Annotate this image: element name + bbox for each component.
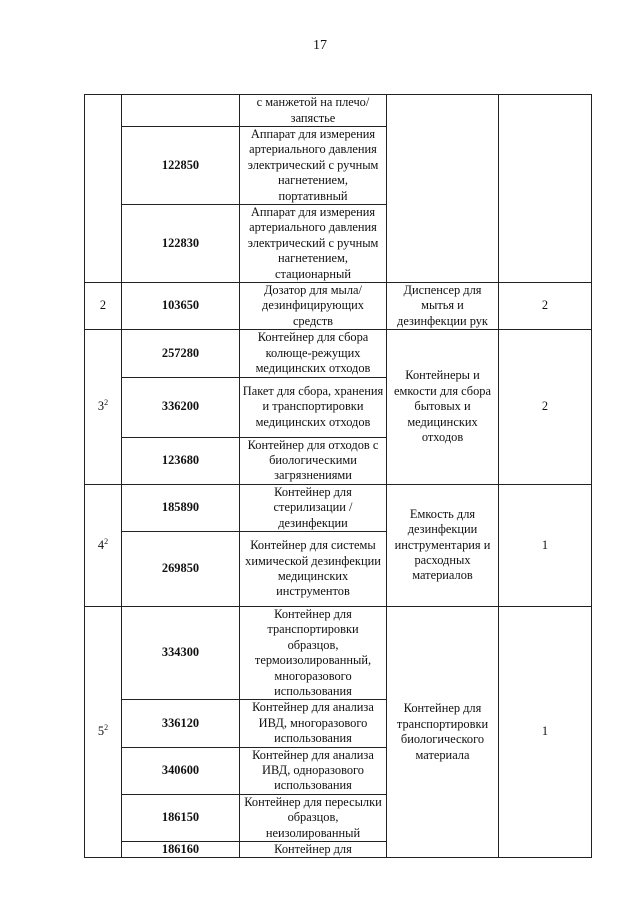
code-cell: 334300 (122, 606, 240, 699)
code-cell: 336120 (122, 700, 240, 747)
description-cell: Контейнеры и емкости для сбора бытовых и медицинских отходов (387, 330, 499, 484)
description-cell: Диспенсер для мытья и дезинфекции рук (387, 283, 499, 330)
quantity-cell: 2 (499, 283, 592, 330)
page-number: 17 (313, 38, 327, 53)
quantity-cell (499, 95, 592, 283)
row-number-cell (85, 95, 122, 283)
name-cell: Контейнер для сбора колюще-режущих медицинских отходов (240, 330, 387, 377)
code-cell: 257280 (122, 330, 240, 377)
code-cell: 122850 (122, 127, 240, 205)
equipment-table (84, 94, 592, 858)
description-cell: Емкость для дезинфекции инструментария и расходных материалов (387, 484, 499, 606)
code-cell: 336200 (122, 377, 240, 437)
code-cell: 340600 (122, 747, 240, 794)
name-cell: Контейнер для пересылки образцов, неизолированный (240, 794, 387, 841)
table-row (85, 283, 592, 330)
table-row (85, 95, 592, 127)
name-cell: с манжетой на плечо/запястье (240, 95, 387, 127)
name-cell: Контейнер для (240, 842, 387, 858)
code-cell: 122830 (122, 205, 240, 283)
description-cell (387, 95, 499, 283)
code-cell: 123680 (122, 437, 240, 484)
row-number-cell: $3^2$ (85, 330, 122, 484)
code-cell: 186150 (122, 794, 240, 841)
row-number-cell: $4^2$ (85, 484, 122, 606)
name-cell: Контейнер для анализа ИВД, одноразового использования (240, 747, 387, 794)
table-row (85, 330, 592, 377)
quantity-cell: 1 (499, 484, 592, 606)
table-row (85, 606, 592, 699)
name-cell: Аппарат для измерения артериального давления электрический с ручным нагнетением, портативный (240, 127, 387, 205)
name-cell: Контейнер для отходов с биологическими загрязнениями (240, 437, 387, 484)
name-cell: Пакет для сбора, хранения и транспортировки медицинских отходов (240, 377, 387, 437)
name-cell: Контейнер для анализа ИВД, многоразового использования (240, 700, 387, 747)
name-cell: Контейнер для системы химической дезинфекции медицинских инструментов (240, 531, 387, 606)
code-cell: 185890 (122, 484, 240, 531)
description-cell: Контейнер для транспортировки биологического материала (387, 606, 499, 858)
name-cell: Контейнер для транспортировки образцов, термоизолированный, многоразового использования (240, 606, 387, 699)
code-cell: 103650 (122, 283, 240, 330)
code-cell (122, 95, 240, 127)
table-row (85, 484, 592, 531)
name-cell: Дозатор для мыла/ дезинфицирующих средств (240, 283, 387, 330)
code-cell: 186160 (122, 842, 240, 858)
name-cell: Контейнер для стерилизации /дезинфекции (240, 484, 387, 531)
code-cell: 269850 (122, 531, 240, 606)
row-number-cell: 2 (85, 283, 122, 330)
quantity-cell: 2 (499, 330, 592, 484)
quantity-cell: 1 (499, 606, 592, 858)
name-cell: Аппарат для измерения артериального давления электрический с ручным нагнетением, стационарный (240, 205, 387, 283)
row-number-cell: $5^2$ (85, 606, 122, 858)
